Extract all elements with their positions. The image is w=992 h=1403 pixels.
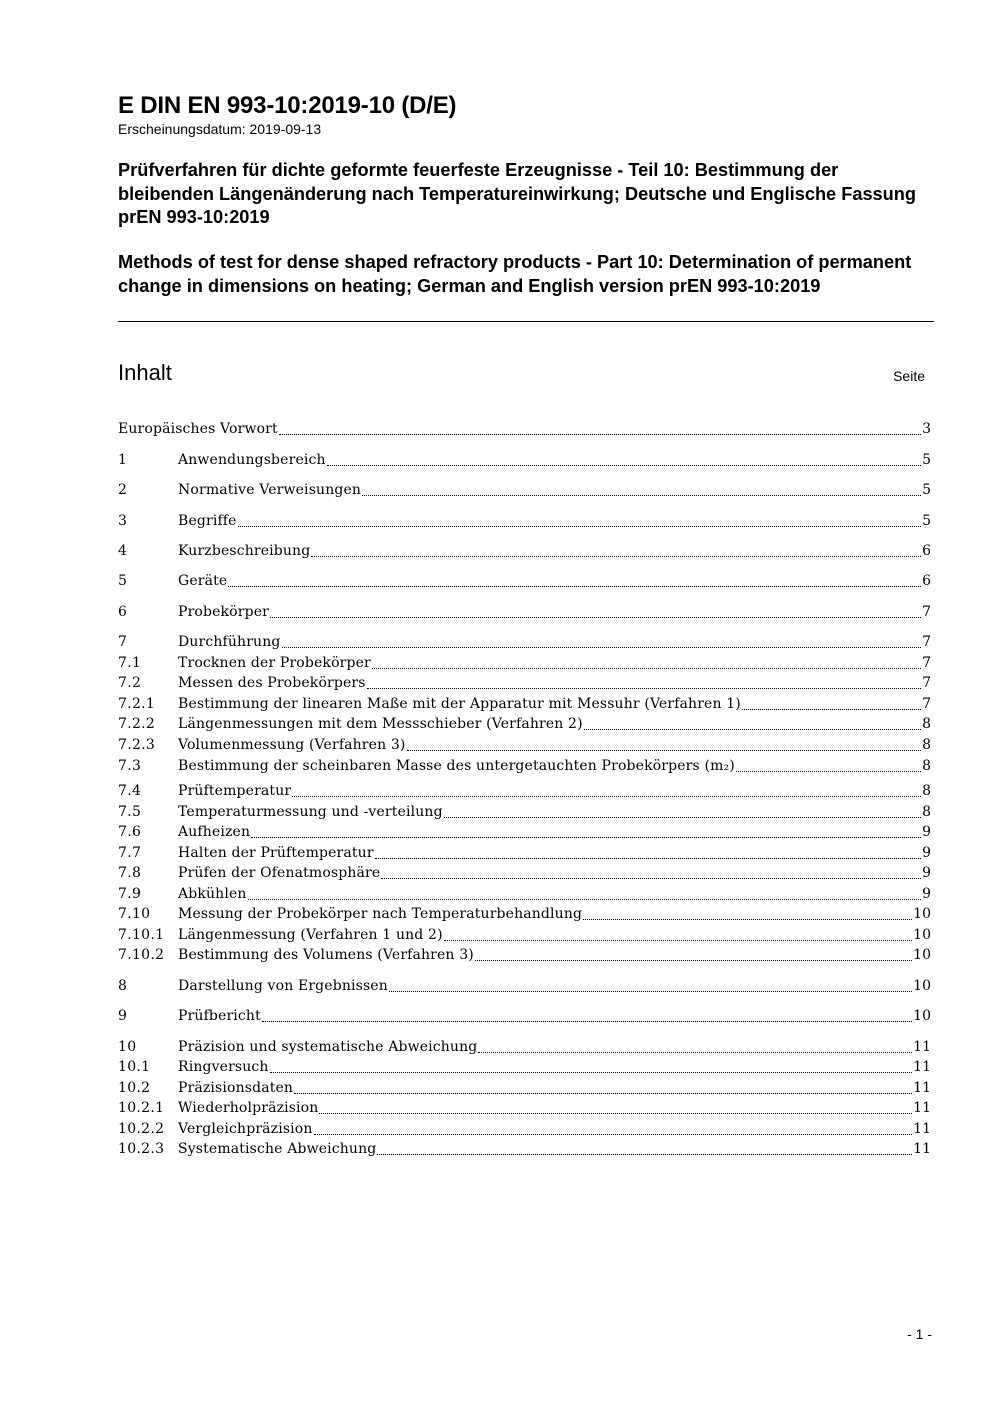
- toc-entry-number: 4: [118, 543, 128, 559]
- toc-dot-leader: [407, 750, 922, 751]
- toc-entry-number: 7.9: [118, 886, 142, 902]
- toc-entry-title: Bestimmung der linearen Maße mit der Apparatur mit Messuhr (Verfahren 1): [178, 696, 741, 712]
- toc-entry-number: 7.1: [118, 655, 142, 671]
- page-column-label: Seite: [893, 368, 925, 384]
- toc-dot-leader: [262, 1021, 912, 1022]
- header-divider: [118, 321, 934, 322]
- toc-dot-leader: [327, 465, 921, 466]
- toc-entry-page: 7: [922, 655, 931, 671]
- toc-entry-number: 3: [118, 513, 128, 529]
- toc-entry-title: Längenmessung (Verfahren 1 und 2): [178, 927, 443, 943]
- toc-entry[interactable]: [118, 903, 931, 923]
- toc-entry-page: 8: [922, 737, 931, 753]
- toc-entry-number: 7.2: [118, 675, 142, 691]
- toc-entry-number: 7.6: [118, 824, 142, 840]
- toc-entry-page: 6: [922, 573, 931, 589]
- toc-entry-page: 5: [922, 482, 931, 498]
- toc-entry[interactable]: [118, 1077, 931, 1097]
- toc-entry-number: 10.2.2: [118, 1121, 165, 1137]
- toc-entry[interactable]: [118, 540, 931, 560]
- toc-entry-number: 7.3: [118, 758, 142, 774]
- toc-entry[interactable]: [118, 418, 931, 438]
- toc-dot-leader: [314, 1134, 913, 1135]
- toc-dot-leader: [282, 647, 922, 648]
- toc-entry-page: 7: [922, 675, 931, 691]
- toc-entry-number: 7.7: [118, 845, 142, 861]
- toc-entry-number: 10.2.1: [118, 1100, 165, 1116]
- toc-entry-title: Volumenmessung (Verfahren 3): [178, 737, 406, 753]
- toc-dot-leader: [319, 1113, 912, 1114]
- toc-entry[interactable]: [118, 631, 931, 651]
- toc-entry-number: 7.4: [118, 783, 142, 799]
- toc-entry-page: 3: [922, 421, 931, 437]
- toc-entry[interactable]: [118, 975, 931, 995]
- toc-entry-title: Normative Verweisungen: [178, 482, 362, 498]
- page-number: - 1 -: [907, 1326, 932, 1342]
- toc-entry[interactable]: [118, 510, 931, 530]
- contents-heading: Inhalt: [118, 360, 172, 385]
- toc-entry[interactable]: [118, 449, 931, 469]
- toc-entry-page: 7: [922, 696, 931, 712]
- toc-dot-leader: [736, 771, 921, 772]
- toc-entry-title: Durchführung: [178, 634, 281, 650]
- toc-entry-title: Präzision und systematische Abweichung: [178, 1039, 478, 1055]
- toc-dot-leader: [381, 878, 921, 879]
- toc-entry-number: 5: [118, 573, 128, 589]
- toc-entry-title: Präzisionsdaten: [178, 1080, 294, 1096]
- toc-entry[interactable]: [118, 883, 931, 903]
- toc-entry-number: 7.2.3: [118, 737, 156, 753]
- toc-dot-leader: [367, 688, 921, 689]
- toc-entry-page: 8: [922, 716, 931, 732]
- toc-entry[interactable]: [118, 672, 931, 692]
- toc-entry[interactable]: [118, 652, 931, 672]
- toc-dot-leader: [270, 1072, 913, 1073]
- toc-entry-number: 7.8: [118, 865, 142, 881]
- toc-entry-title: Aufheizen: [178, 824, 251, 840]
- toc-entry-page: 8: [922, 758, 931, 774]
- toc-dot-leader: [389, 991, 912, 992]
- toc-entry-number: 1: [118, 452, 128, 468]
- toc-entry-title: Darstellung von Ergebnissen: [178, 978, 388, 994]
- toc-dot-leader: [475, 960, 912, 961]
- toc-entry-title: Wiederholpräzision: [178, 1100, 319, 1116]
- document-id: E DIN EN 993-10:2019-10 (D/E): [118, 92, 457, 119]
- toc-entry-page: 9: [922, 865, 931, 881]
- toc-entry-title: Anwendungsbereich: [178, 452, 326, 468]
- toc-entry-number: 8: [118, 978, 128, 994]
- toc-dot-leader: [372, 668, 921, 669]
- toc-entry-number: 9: [118, 1008, 128, 1024]
- toc-entry[interactable]: [118, 1097, 931, 1117]
- toc-entry-title: Ringversuch: [178, 1059, 269, 1075]
- toc-entry[interactable]: [118, 1036, 931, 1056]
- title-german: Prüfverfahren für dichte geformte feuerfeste Erzeugnisse - Teil 10: Bestimmung der bleibenden Längenänderung nach Temperatureinwirkung; Deutsche und Englische Fassung prEN 993-10:2019: [118, 160, 917, 227]
- toc-entry-page: 5: [922, 452, 931, 468]
- toc-entry-page: 11: [913, 1059, 931, 1075]
- toc-entry-page: 9: [922, 824, 931, 840]
- toc-entry[interactable]: [118, 479, 931, 499]
- toc-entry[interactable]: [118, 842, 931, 862]
- toc-entry-page: 11: [913, 1141, 931, 1157]
- toc-entry-title: Abkühlen: [178, 886, 247, 902]
- toc-entry-title: Halten der Prüftemperatur: [178, 845, 374, 861]
- toc-entry-number: 10.2: [118, 1080, 151, 1096]
- publication-date: Erscheinungsdatum: 2019-09-13: [118, 121, 322, 137]
- toc-entry-number: 2: [118, 482, 128, 498]
- toc-entry-number: 7: [118, 634, 128, 650]
- toc-entry[interactable]: [118, 601, 931, 621]
- toc-entry[interactable]: [118, 693, 931, 713]
- toc-entry[interactable]: [118, 1138, 931, 1158]
- toc-entry-title: Prüftemperatur: [178, 783, 292, 799]
- toc-entry-page: 10: [913, 978, 931, 994]
- toc-dot-leader: [584, 729, 921, 730]
- toc-entry-page: 11: [913, 1100, 931, 1116]
- toc-entry-title: Kurzbeschreibung: [178, 543, 311, 559]
- toc-entry[interactable]: [118, 801, 931, 821]
- toc-entry-number: 10.1: [118, 1059, 151, 1075]
- toc-dot-leader: [311, 556, 921, 557]
- toc-entry[interactable]: [118, 821, 931, 841]
- toc-dot-leader: [444, 817, 921, 818]
- toc-dot-leader: [362, 495, 921, 496]
- toc-entry-title: Längenmessungen mit dem Messschieber (Verfahren 2): [178, 716, 583, 732]
- toc-dot-leader: [444, 940, 912, 941]
- toc-entry-number: 10.2.3: [118, 1141, 165, 1157]
- toc-entry-title: Probekörper: [178, 604, 269, 620]
- toc-entry-title: Systematische Abweichung: [178, 1141, 377, 1157]
- toc-dot-leader: [294, 1093, 912, 1094]
- toc-dot-leader: [251, 837, 921, 838]
- toc-entry-title: Temperaturmessung und -verteilung: [178, 804, 443, 820]
- toc-entry[interactable]: [118, 780, 931, 800]
- toc-entry-page: 6: [922, 543, 931, 559]
- toc-entry[interactable]: [118, 713, 931, 733]
- toc-entry-number: 10: [118, 1039, 137, 1055]
- toc-dot-leader: [478, 1052, 912, 1053]
- toc-entry[interactable]: [118, 862, 931, 882]
- toc-entry[interactable]: [118, 924, 931, 944]
- toc-entry[interactable]: [118, 734, 931, 754]
- toc-entry-page: 8: [922, 783, 931, 799]
- toc-dot-leader: [238, 526, 922, 527]
- toc-entry-title: Europäisches Vorwort: [118, 421, 278, 437]
- toc-entry-title: Prüfbericht: [178, 1008, 261, 1024]
- title-english: Methods of test for dense shaped refractory products - Part 10: Determination of permanent change in dimensions on heating; German and English version prEN 993-10:2019: [118, 252, 912, 296]
- toc-entry-title: Vergleichpräzision: [178, 1121, 313, 1137]
- toc-entry-page: 11: [913, 1080, 931, 1096]
- toc-entry-number: 7.5: [118, 804, 142, 820]
- toc-dot-leader: [279, 434, 921, 435]
- toc-dot-leader: [375, 858, 921, 859]
- toc-entry-page: 8: [922, 804, 931, 820]
- toc-entry-page: 11: [913, 1039, 931, 1055]
- toc-entry-page: 7: [922, 604, 931, 620]
- toc-entry-title: Bestimmung des Volumens (Verfahren 3): [178, 947, 474, 963]
- toc-entry[interactable]: [118, 570, 931, 590]
- toc-entry[interactable]: [118, 755, 931, 775]
- toc-entry-number: 6: [118, 604, 128, 620]
- toc-entry-title: Geräte: [178, 573, 228, 589]
- toc-dot-leader: [742, 709, 921, 710]
- toc-dot-leader: [248, 899, 922, 900]
- toc-entry-page: 10: [913, 906, 931, 922]
- toc-entry-title: Prüfen der Ofenatmosphäre: [178, 865, 381, 881]
- toc-entry-page: 11: [913, 1121, 931, 1137]
- toc-entry-number: 7.2.1: [118, 696, 156, 712]
- toc-entry[interactable]: [118, 1118, 931, 1138]
- toc-entry-number: 7.10: [118, 906, 151, 922]
- toc-entry-page: 10: [913, 927, 931, 943]
- toc-entry[interactable]: [118, 1005, 931, 1025]
- toc-dot-leader: [292, 796, 921, 797]
- toc-entry-page: 9: [922, 886, 931, 902]
- toc-entry-number: 7.2.2: [118, 716, 156, 732]
- toc-dot-leader: [228, 586, 921, 587]
- toc-dot-leader: [270, 617, 921, 618]
- toc-entry-page: 10: [913, 1008, 931, 1024]
- toc-entry-page: 7: [922, 634, 931, 650]
- toc-entry-title: Trocknen der Probekörper: [178, 655, 371, 671]
- toc-entry-title: Begriffe: [178, 513, 237, 529]
- toc-entry-title: Bestimmung der scheinbaren Masse des untergetauchten Probekörpers (m₂): [178, 758, 735, 774]
- toc-entry[interactable]: [118, 1056, 931, 1076]
- toc-entry-number: 7.10.2: [118, 947, 165, 963]
- toc-entry[interactable]: [118, 944, 931, 964]
- toc-entry-page: 9: [922, 845, 931, 861]
- toc-entry-page: 10: [913, 947, 931, 963]
- toc-dot-leader: [377, 1154, 912, 1155]
- toc-entry-title: Messen des Probekörpers: [178, 675, 366, 691]
- toc-entry-title: Messung der Probekörper nach Temperaturbehandlung: [178, 906, 583, 922]
- toc-entry-page: 5: [922, 513, 931, 529]
- toc-entry-number: 7.10.1: [118, 927, 165, 943]
- toc-dot-leader: [583, 919, 912, 920]
